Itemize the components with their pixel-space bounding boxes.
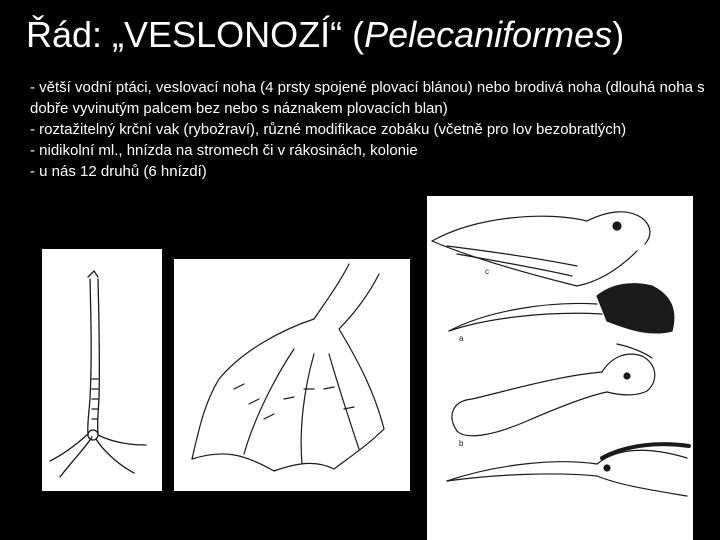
wading-leg-illustration [42,249,162,491]
bullet-item: - nidikolní ml., hnízda na stromech či v rákosinách, kolonie [30,142,418,159]
slide-title [26,14,706,56]
webbed-foot-illustration [174,259,410,491]
bullet-list [30,77,710,182]
figure-label-a: a [459,334,464,343]
bullet-item: - větší vodní ptáci, veslovací noha (4 prsty spojené plovací blánou) nebo brodivá noha (dlouhá noha s dobře vyvinutým palcem bez nebo s náznakem plovacích blan) [30,79,705,117]
figure-label-c: c [485,267,489,276]
title-suffix: ) [612,14,625,55]
figure-label-b: b [459,439,464,448]
title-latin-name: Pelecaniformes [364,14,613,55]
bullet-item: - u nás 12 druhů (6 hnízdí) [30,163,207,180]
title-prefix: Řád: „VESLONOZÍ“ ( [26,14,365,55]
bird-heads-illustration [427,196,693,540]
bullet-item: - roztažitelný krční vak (rybožraví), různé modifikace zobáku (včetně pro lov bezobratlých) [30,121,627,138]
